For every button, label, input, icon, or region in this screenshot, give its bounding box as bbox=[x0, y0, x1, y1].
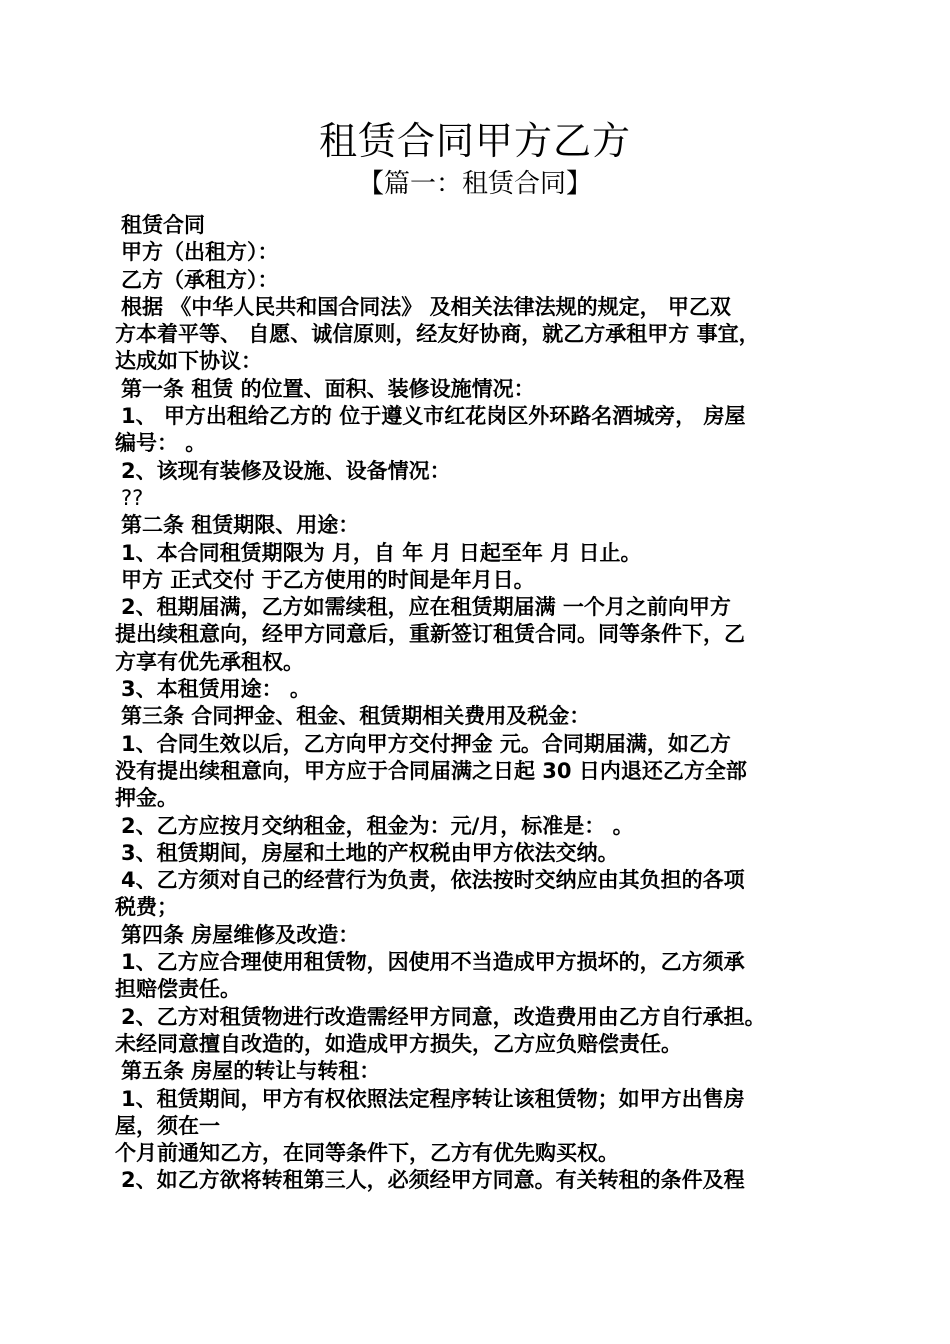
text-line: 1、合同生效以后，乙方向甲方交付押金 元。合同期届满，如乙方 bbox=[121, 731, 731, 756]
text-line: 乙方（承租方）： bbox=[121, 267, 279, 292]
text-line: 3、租赁期间，房屋和土地的产权税由甲方依法交纳。 bbox=[121, 840, 619, 865]
section-heading: 第五条 房屋的转让与转租： bbox=[121, 1059, 381, 1084]
document-subtitle: 【篇一：租赁合同】 bbox=[357, 169, 592, 199]
text-line: 未经同意擅自改造的，如造成甲方损失，乙方应负赔偿责任。 bbox=[115, 1031, 682, 1056]
section-heading: 第三条 合同押金、租金、租赁期相关费用及税金： bbox=[121, 704, 591, 729]
text-line: 1、乙方应合理使用租赁物，因使用不当造成甲方损坏的，乙方须承 bbox=[121, 950, 745, 975]
text-line: 1、租赁期间，甲方有权依照法定程序转让该租赁物；如甲方出售房 bbox=[121, 1086, 745, 1111]
text-line: 1、本合同租赁期限为 月，自 年 月 日起至年 月 日止。 bbox=[121, 540, 642, 565]
text-line: 4、乙方须对自己的经营行为负责，依法按时交纳应由其负担的各项 bbox=[121, 868, 745, 893]
text-line: 编号： 。 bbox=[115, 431, 207, 456]
text-line: 2、租期届满，乙方如需续租，应在租赁期届满 一个月之前向甲方 bbox=[121, 595, 731, 620]
text-line: 没有提出续租意向，甲方应于合同届满之日起 30 日内退还乙方全部 bbox=[115, 758, 747, 783]
section-heading: 第二条 租赁期限、用途： bbox=[121, 513, 360, 538]
text-line: 2、如乙方欲将转租第三人，必须经甲方同意。有关转租的条件及程 bbox=[121, 1168, 745, 1193]
text-line: 提出续租意向，经甲方同意后，重新签订租赁合同。同等条件下，乙 bbox=[115, 622, 745, 647]
text-line: 根据 《中华人民共和国合同法》 及相关法律法规的规定， 甲乙双 bbox=[121, 294, 731, 319]
document-title: 租赁合同甲方乙方 bbox=[318, 119, 631, 163]
text-line: ?? bbox=[121, 485, 144, 510]
text-line: 甲方 正式交付 于乙方使用的时间是年月日。 bbox=[121, 567, 535, 592]
text-line: 押金。 bbox=[115, 786, 178, 811]
text-line: 3、本租赁用途： 。 bbox=[121, 677, 311, 702]
section-heading: 第四条 房屋维修及改造： bbox=[121, 922, 360, 947]
text-line: 个月前通知乙方，在同等条件下，乙方有优先购买权。 bbox=[115, 1141, 619, 1166]
text-line: 税费； bbox=[115, 895, 178, 920]
section-heading: 第一条 租赁 的位置、面积、装修设施情况： bbox=[121, 376, 535, 401]
text-line: 担赔偿责任。 bbox=[115, 977, 241, 1002]
text-line: 租赁合同 bbox=[121, 213, 205, 237]
text-line: 甲方（出租方）： bbox=[121, 240, 279, 265]
text-line: 2、乙方应按月交纳租金，租金为：元/月，标准是： 。 bbox=[121, 813, 634, 838]
text-line: 达成如下协议： bbox=[115, 349, 262, 374]
text-line: 1、 甲方出租给乙方的 位于遵义市红花岗区外环路名酒城旁， 房屋 bbox=[121, 404, 746, 429]
text-line: 方享有优先承租权。 bbox=[115, 649, 304, 674]
text-line: 屋，须在一 bbox=[115, 1113, 220, 1138]
text-line: 方本着平等、 自愿、诚信原则，经友好协商，就乙方承租甲方 事宜， bbox=[115, 322, 760, 347]
document-body bbox=[115, 212, 845, 1195]
text-line: 2、乙方对租赁物进行改造需经甲方同意，改造费用由乙方自行承担。 bbox=[121, 1004, 766, 1029]
text-line: 2、该现有装修及设施、设备情况： bbox=[121, 458, 451, 483]
